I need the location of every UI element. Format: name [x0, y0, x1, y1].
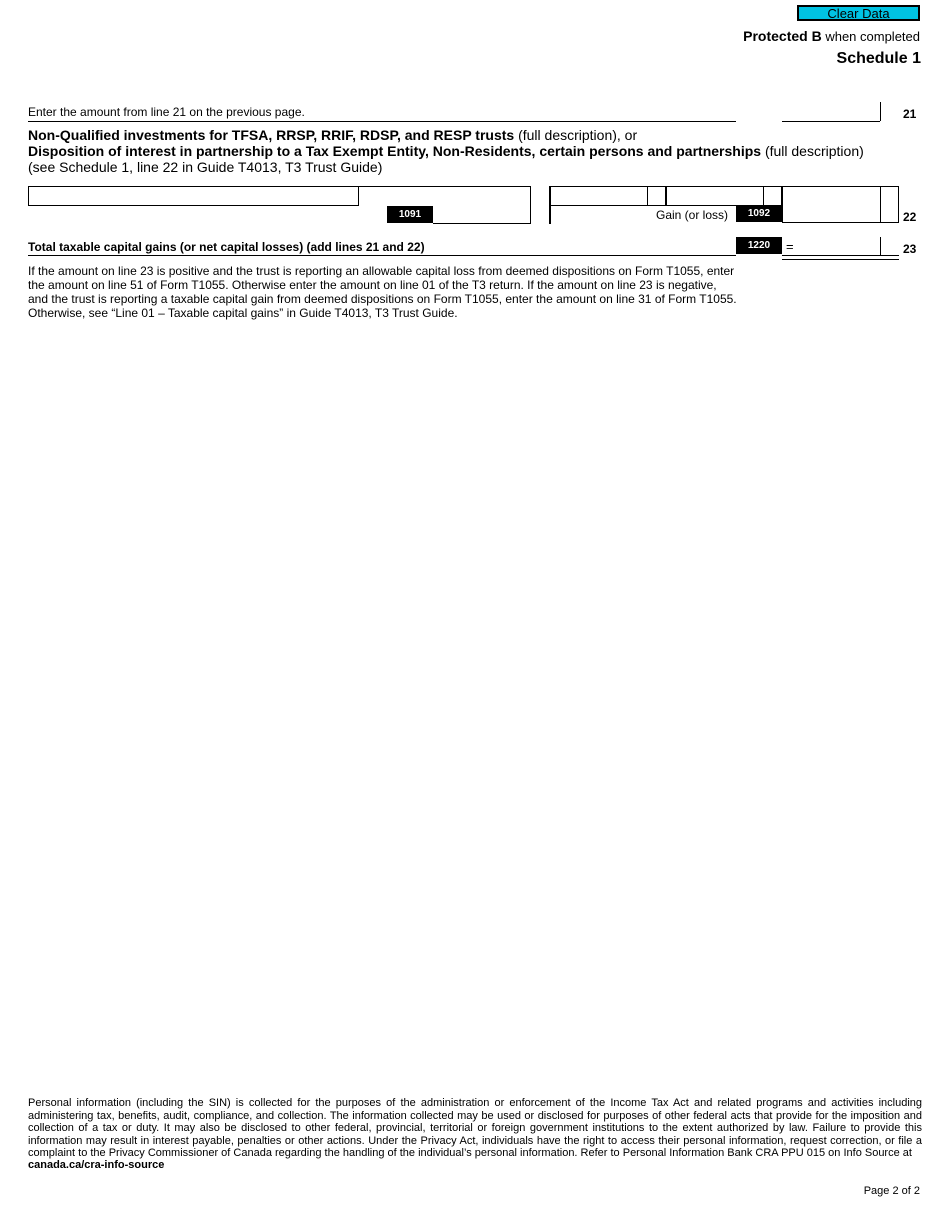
desc-part1-rest: (full description), or [514, 127, 638, 143]
line-23-label: Total taxable capital gains (or net capital losses) (add lines 21 and 22) [28, 240, 425, 254]
field-middle-cents[interactable] [647, 186, 666, 206]
line-23-amount-field[interactable] [782, 237, 899, 256]
line-23-instructions: If the amount on line 23 is positive and the trust is reporting an allowable capital loss from deemed dispositions on Form T1055, enter the amount on line 51 of Form T1055. Otherwise enter the amount on line 01 of the T3 return. If the amount on line 23 is negative, and the trust is reporting a taxable capital gain from deemed dispositions on Form T1055, enter the amount on line 31 of Form T1055. Otherwise, see “Line 01 – Taxable capital gains” in Guide T4013, T3 Trust Guide. [28, 264, 737, 320]
protected-b-bold: Protected B [743, 28, 822, 44]
line-22-number: 22 [903, 210, 917, 224]
code-1091-badge: 1091 [387, 206, 433, 223]
line-23-equals-sign: = [786, 239, 794, 254]
page-number: Page 2 of 2 [863, 1185, 920, 1197]
desc-part3: (see Schedule 1, line 22 in Guide T4013, T3 Trust Guide) [28, 159, 383, 175]
line-23-leader [28, 255, 736, 256]
desc-part2-rest: (full description) [761, 143, 864, 159]
description-input[interactable] [28, 186, 359, 206]
field-right-cents[interactable] [763, 186, 782, 206]
line-22-amount-field[interactable] [782, 186, 899, 223]
line-23-cents-separator [880, 237, 881, 255]
line-22-cents-separator [880, 186, 881, 223]
desc-part1-bold: Non-Qualified investments for TFSA, RRSP, RRIF, RDSP, and RESP trusts [28, 127, 515, 143]
cents-separator [880, 102, 881, 121]
code-1092-badge: 1092 [736, 205, 782, 222]
code-1091-box-top [358, 186, 434, 206]
line-21-label: Enter the amount from line 21 on the previous page. [28, 105, 305, 119]
line-21-leader [28, 121, 736, 122]
field-right-input[interactable] [666, 186, 764, 206]
gain-or-loss-label: Gain (or loss) [656, 208, 729, 222]
protected-b-label [743, 28, 920, 44]
field-middle-left-edge [550, 205, 551, 224]
code-1220-badge: 1220 [736, 237, 782, 254]
line-21-number: 21 [903, 107, 917, 121]
field-1091-input[interactable] [433, 186, 531, 224]
desc-part2-bold: Disposition of interest in partnership to a Tax Exempt Entity, Non-Residents, certain persons and partnerships [28, 143, 762, 159]
info-source-link[interactable]: canada.ca/cra-info-source [28, 1159, 165, 1171]
line-23-double-underline [782, 259, 899, 260]
line-22-description [28, 127, 928, 175]
field-middle-input[interactable] [550, 186, 648, 206]
line-21-amount-field[interactable] [782, 103, 880, 122]
protected-b-suffix: when completed [821, 29, 920, 44]
clear-data-button[interactable]: Clear Data [797, 5, 920, 21]
schedule-title: Schedule 1 [836, 50, 921, 67]
privacy-notice: Personal information (including the SIN) is collected for the purposes of the administration or enforcement of the Income Tax Act and related programs and activities including administering tax, benefits, audit, compliance, and collection. The information collected may be used or disclosed for purposes of other federal acts that provide for the imposition and collection of a tax or duty. It may also be disclosed to other federal, provincial, territorial or foreign government institutions to the extent authorized by law. Failure to provide this information may result in interest payable, penalties or other actions. Under the Privacy Act, individuals have the right to access their personal information, request correction, or file a complaint to the Privacy Commissioner of Canada regarding the handling of the individual’s personal information. Refer to Personal Information Bank CRA PPU 015 on Info Source at [28, 1097, 922, 1159]
line-23-number: 23 [903, 242, 917, 256]
